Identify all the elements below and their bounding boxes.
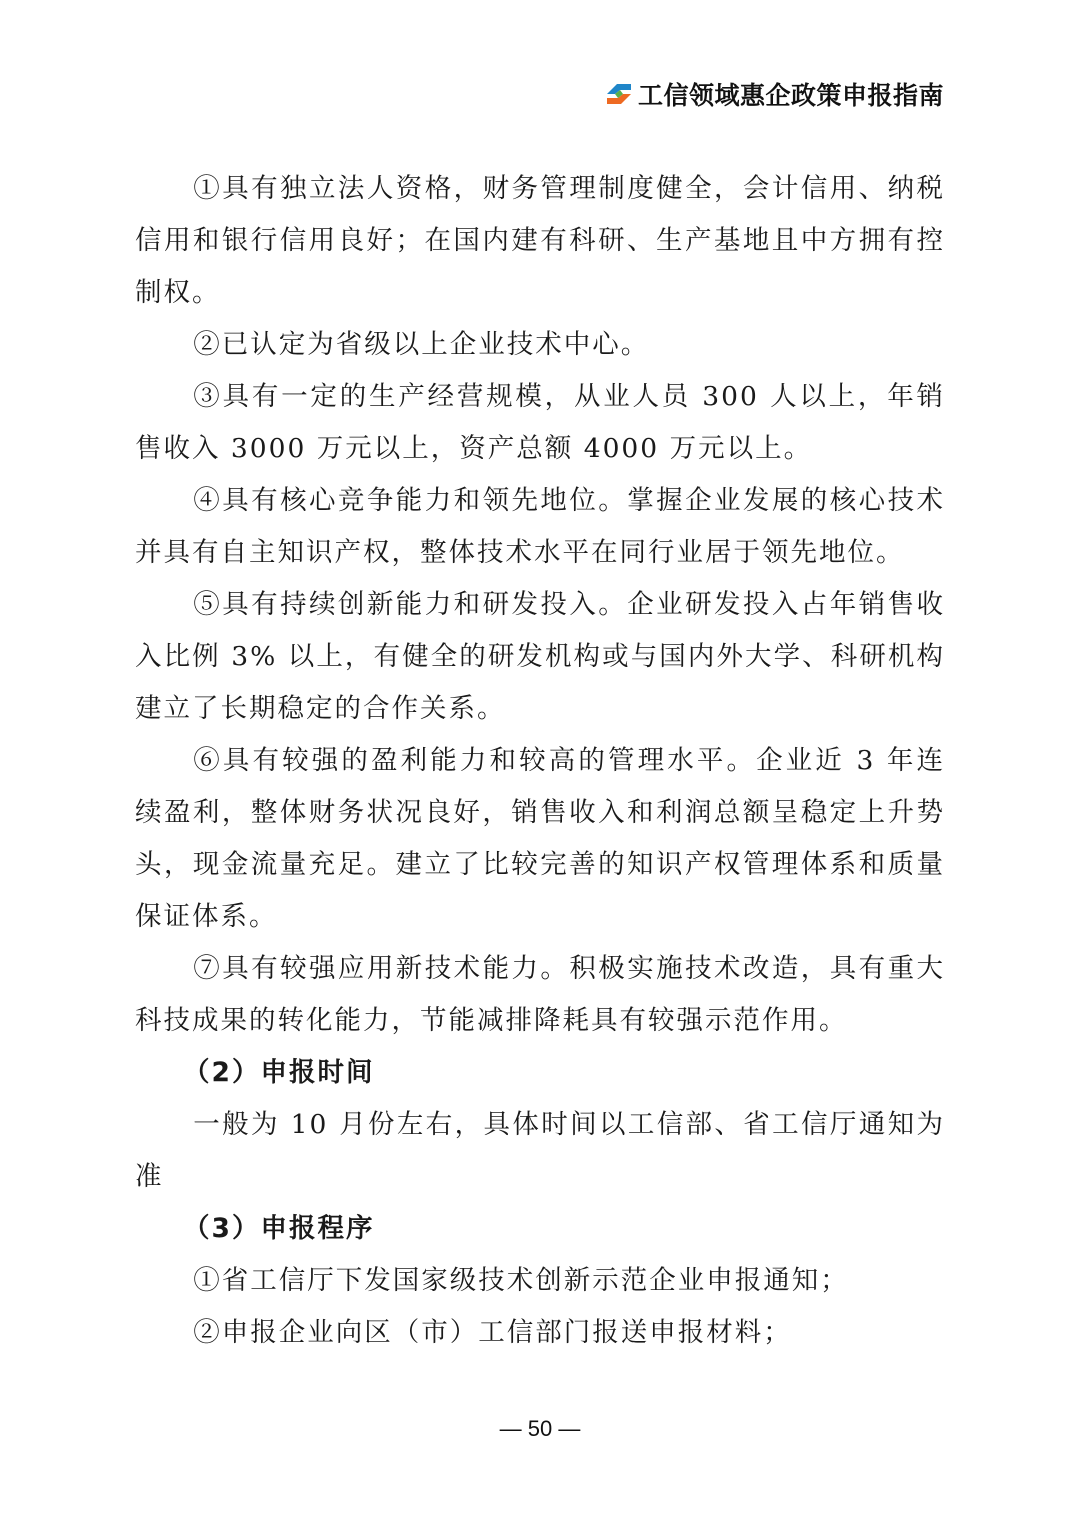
- paragraph-criterion-2: ②已认定为省级以上企业技术中心。: [193, 329, 650, 360]
- paragraph-criterion-7: ⑦具有较强应用新技术能力。积极实施技术改造，具有重大科技成果的转化能力，节能减排降耗具有较强示范作用。: [135, 953, 945, 1036]
- section-heading-application-procedure: （3）申报程序: [183, 1213, 375, 1244]
- blue-orange-ribbon-logo-icon: [604, 79, 634, 109]
- paragraph-criterion-4: ④具有核心竞争能力和领先地位。掌握企业发展的核心技术并具有自主知识产权，整体技术水平在同行业居于领先地位。: [135, 485, 945, 568]
- paragraph-procedure-step-2: ②申报企业向区（市）工信部门报送申报材料；: [193, 1317, 792, 1348]
- paragraph-procedure-step-1: ①省工信厅下发国家级技术创新示范企业申报通知；: [193, 1265, 849, 1296]
- section-heading-application-time: （2）申报时间: [183, 1057, 375, 1088]
- paragraph-application-time: 一般为 10 月份左右，具体时间以工信部、省工信厅通知为准: [135, 1109, 945, 1192]
- paragraph-criterion-1: ①具有独立法人资格，财务管理制度健全，会计信用、纳税信用和银行信用良好；在国内建有科研、生产基地且中方拥有控制权。: [135, 173, 945, 308]
- paragraph-criterion-3: ③具有一定的生产经营规模，从业人员 300 人以上，年销售收入 3000 万元以上，资产总额 4000 万元以上。: [135, 381, 945, 464]
- page-number: — 50 —: [499, 1416, 581, 1441]
- paragraph-criterion-6: ⑥具有较强的盈利能力和较高的管理水平。企业近 3 年连续盈利，整体财务状况良好，销售收入和利润总额呈稳定上升势头，现金流量充足。建立了比较完善的知识产权管理体系和质量保证体系。: [135, 745, 945, 932]
- document-body: [135, 163, 945, 1359]
- paragraph-criterion-5: ⑤具有持续创新能力和研发投入。企业研发投入占年销售收入比例 3% 以上，有健全的研发机构或与国内外大学、科研机构建立了长期稳定的合作关系。: [135, 589, 945, 724]
- header-title: 工信领域惠企政策申报指南: [637, 82, 944, 110]
- page-header: [604, 74, 944, 114]
